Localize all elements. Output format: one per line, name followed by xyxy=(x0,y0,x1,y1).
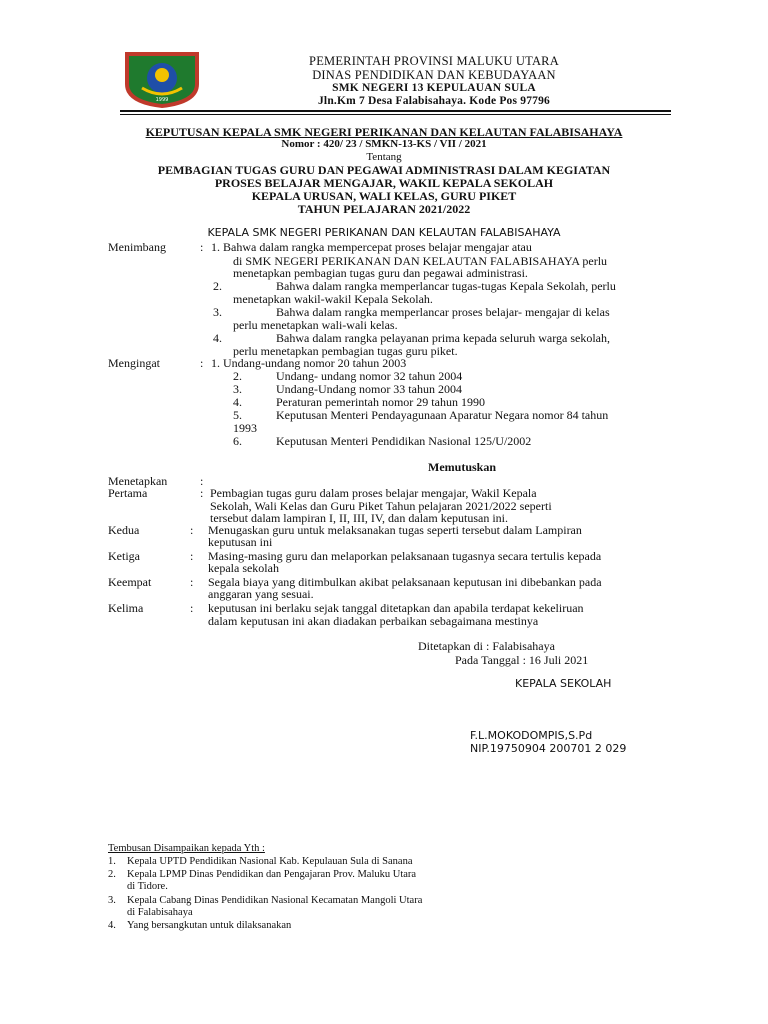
header-address: Jln.Km 7 Desa Falabisahaya. Kode Pos 97796 xyxy=(317,95,551,107)
menimbang-line: Bahwa dalam rangka pelayanan prima kepada seluruh warga sekolah, xyxy=(276,331,610,345)
menimbang-line: perlu menetapkan wali-wali kelas. xyxy=(233,318,398,332)
decree-authority: KEPALA SMK NEGERI PERIKANAN DAN KELAUTAN FALABISAHAYA xyxy=(207,226,561,239)
ketiga-colon: : xyxy=(190,549,194,563)
pertama-line: tersebut dalam lampiran I, II, III, IV, dan dalam keputusan ini. xyxy=(210,511,509,525)
signature-name: F.L.MOKODOMPIS,S.Pd xyxy=(470,729,593,742)
ketiga-line: Masing-masing guru dan melaporkan pelaksanaan tugasnya secara tertulis kepada xyxy=(208,549,602,563)
decree-subject-4: TAHUN PELAJARAN 2021/2022 xyxy=(297,202,471,216)
kelima-colon: : xyxy=(190,601,194,615)
cc-item: di Falabisahaya xyxy=(127,907,193,918)
menimbang-num: 4. xyxy=(213,331,222,345)
menimbang-label: Menimbang xyxy=(108,240,166,254)
menimbang-line: menetapkan pembagian tugas guru dan pegawai administrasi. xyxy=(233,266,528,280)
mengingat-num: 6. xyxy=(233,434,242,448)
kedua-label: Kedua xyxy=(108,523,140,537)
memutuskan-heading: Memutuskan xyxy=(428,460,497,474)
kedua-colon: : xyxy=(190,523,194,537)
menimbang-line: di SMK NEGERI PERIKANAN DAN KELAUTAN FALABISAHAYA perlu xyxy=(233,254,608,268)
mengingat-num: 4. xyxy=(233,395,242,409)
pertama-line: Sekolah, Wali Kelas dan Guru Piket Tahun pelajaran 2021/2022 seperti xyxy=(210,499,552,513)
header-government: PEMERINTAH PROVINSI MALUKU UTARA xyxy=(309,54,559,68)
mengingat-line: Keputusan Menteri Pendayagunaan Aparatur Negara nomor 84 tahun xyxy=(276,408,609,422)
kelima-line: dalam keputusan ini akan diadakan perbaikan sebagaimana mestinya xyxy=(208,614,539,628)
menetapkan-label: Menetapkan xyxy=(108,474,168,488)
decree-number: Nomor : 420/ 23 / SMKN-13-KS / VII / 2021 xyxy=(281,138,487,150)
decree-about: Tentang xyxy=(366,151,402,163)
menimbang-line: Bahwa dalam rangka memperlancar proses belajar- mengajar di kelas xyxy=(276,305,610,319)
signature-date: Pada Tanggal : 16 Juli 2021 xyxy=(455,653,589,667)
keempat-line: anggaran yang sesuai. xyxy=(208,587,314,601)
mengingat-colon: : xyxy=(200,356,204,370)
header-rule-thin xyxy=(120,114,671,115)
cc-item: Kepala Cabang Dinas Pendidikan Nasional Kecamatan Mangoli Utara xyxy=(127,895,423,906)
keempat-label: Keempat xyxy=(108,575,152,589)
decree-subject-3: KEPALA URUSAN, WALI KELAS, GURU PIKET xyxy=(251,189,517,203)
cc-item: Yang bersangkutan untuk dilaksanakan xyxy=(127,920,292,931)
ketiga-line: kepala sekolah xyxy=(208,561,279,575)
ketiga-label: Ketiga xyxy=(108,549,140,563)
cc-item: di Tidore. xyxy=(127,881,168,892)
menimbang-line: perlu menetapkan pembagian tugas guru piket. xyxy=(233,344,458,358)
mengingat-line: 1993 xyxy=(233,421,257,435)
pertama-colon: : xyxy=(200,486,204,500)
cc-num: 1. xyxy=(108,856,116,867)
cc-num: 4. xyxy=(108,920,116,931)
cc-title: Tembusan Disampaikan kepada Yth : xyxy=(108,843,265,854)
kelima-label: Kelima xyxy=(108,601,144,615)
header-agency: DINAS PENDIDIKAN DAN KEBUDAYAAN xyxy=(312,68,556,82)
mengingat-label: Mengingat xyxy=(108,356,160,370)
pertama-line: Pembagian tugas guru dalam proses belajar mengajar, Wakil Kepala xyxy=(210,486,537,500)
keempat-colon: : xyxy=(190,575,194,589)
kedua-line: Menugaskan guru untuk melaksanakan tugas seperti tersebut dalam Lampiran xyxy=(208,523,582,537)
signature-place: Ditetapkan di : Falabisahaya xyxy=(418,639,555,653)
kedua-line: keputusan ini xyxy=(208,535,273,549)
header-rule-thick xyxy=(120,110,671,112)
decree-title: KEPUTUSAN KEPALA SMK NEGERI PERIKANAN DAN KELAUTAN FALABISAHAYA xyxy=(145,125,623,139)
pertama-label: Pertama xyxy=(108,486,148,500)
decree-subject-2: PROSES BELAJAR MENGAJAR, WAKIL KEPALA SEKOLAH xyxy=(214,176,554,190)
menetapkan-colon: : xyxy=(200,474,204,488)
cc-item: Kepala LPMP Dinas Pendidikan dan Pengajaran Prov. Maluku Utara xyxy=(127,869,417,880)
kelima-line: keputusan ini berlaku sejak tanggal ditetapkan dan apabila terdapat kekeliruan xyxy=(208,601,584,615)
signature-role: KEPALA SEKOLAH xyxy=(515,677,612,690)
menimbang-line: 1. Bahwa dalam rangka mempercepat proses belajar mengajar atau xyxy=(211,240,532,254)
menimbang-line: Bahwa dalam rangka memperlancar tugas-tugas Kepala Sekolah, perlu xyxy=(276,279,616,293)
cc-num: 3. xyxy=(108,895,116,906)
mengingat-line: 1. Undang-undang nomor 20 tahun 2003 xyxy=(211,356,407,370)
menimbang-colon: : xyxy=(200,240,204,254)
mengingat-line: Undang-Undang nomor 33 tahun 2004 xyxy=(276,382,462,396)
menimbang-line: menetapkan wakil-wakil Kepala Sekolah. xyxy=(233,292,433,306)
logo-year: 1999 xyxy=(155,97,169,103)
decree-subject-1: PEMBAGIAN TUGAS GURU DAN PEGAWAI ADMINISTRASI DALAM KEGIATAN xyxy=(157,163,611,177)
signature-nip: NIP.19750904 200701 2 029 xyxy=(470,742,627,755)
mengingat-line: Peraturan pemerintah nomor 29 tahun 1990 xyxy=(276,395,485,409)
mengingat-num: 3. xyxy=(233,382,242,396)
mengingat-num: 5. xyxy=(233,408,242,422)
cc-num: 2. xyxy=(108,869,116,880)
mengingat-line: Undang- undang nomor 32 tahun 2004 xyxy=(276,369,463,383)
mengingat-line: Keputusan Menteri Pendidikan Nasional 125/U/2002 xyxy=(276,434,532,448)
menimbang-num: 3. xyxy=(213,305,222,319)
cc-item: Kepala UPTD Pendidikan Nasional Kab. Kepulauan Sula di Sanana xyxy=(127,856,413,867)
menimbang-num: 2. xyxy=(213,279,222,293)
header-school: SMK NEGERI 13 KEPULAUAN SULA xyxy=(332,82,536,94)
mengingat-num: 2. xyxy=(233,369,242,383)
keempat-line: Segala biaya yang ditimbulkan akibat pelaksanaan keputusan ini dibebankan pada xyxy=(208,575,602,589)
